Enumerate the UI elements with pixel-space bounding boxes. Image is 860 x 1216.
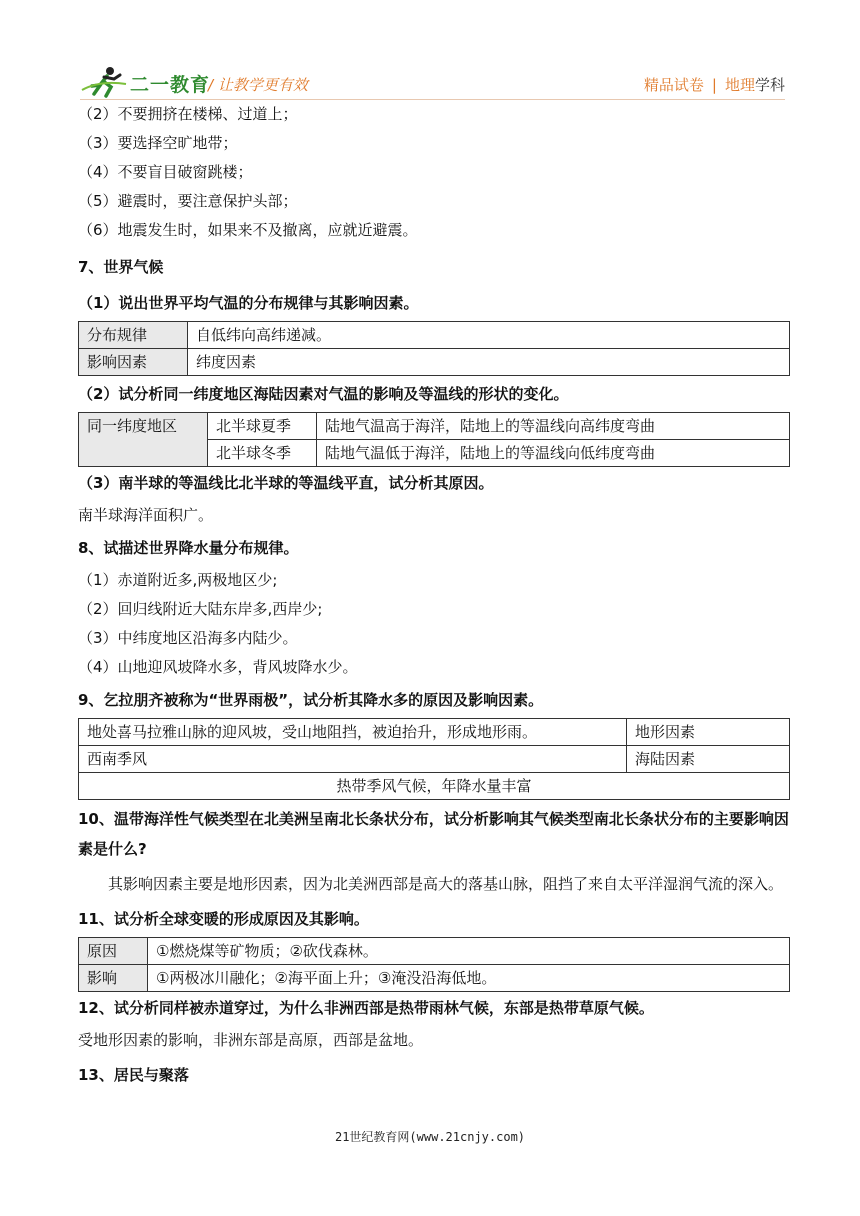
- table-cell: 北半球冬季: [208, 440, 317, 467]
- table-cell: 自低纬向高纬递减。: [188, 322, 790, 349]
- document-body: [78, 100, 790, 1093]
- table-cell: ①两极冰川融化；②海平面上升；③淹没沿海低地。: [148, 965, 790, 992]
- table-row: [79, 938, 790, 965]
- section-heading: 13、居民与聚落: [78, 1066, 189, 1084]
- list-item: （6）地震发生时，如果来不及撤离，应就近避震。: [78, 221, 418, 239]
- table-cell: 海陆因素: [627, 746, 790, 773]
- table-cell: 地形因素: [627, 719, 790, 746]
- header-tag: [644, 74, 785, 95]
- list-item: （1）赤道附近多,两极地区少;: [78, 571, 278, 589]
- brand-name: 二一教育: [130, 74, 211, 96]
- table-cell: 同一纬度地区: [79, 413, 208, 467]
- answer-text: 受地形因素的影响，非洲东部是高原，西部是盆地。: [78, 1031, 424, 1049]
- list-item: （2）回归线附近大陆东岸多,西岸少;: [78, 600, 323, 618]
- answer-text: 其影响因素主要是地形因素，因为北美洲西部是高大的落基山脉，阻挡了来自太平洋湿润气流的深入。: [108, 875, 784, 893]
- list-item: （4）不要盲目破窗跳楼；: [78, 163, 253, 181]
- list-item: （5）避震时，要注意保护头部；: [78, 192, 298, 210]
- answer-text: 南半球海洋面积广。: [78, 506, 214, 524]
- section-heading: 10、温带海洋性气候类型在北美洲呈南北长条状分布，试分析影响其气候类型南北长条状分布的主要影响因素是什么?: [78, 810, 789, 858]
- list-item: （3）中纬度地区沿海多内陆少。: [78, 629, 298, 647]
- list-item: （3）要选择空旷地带；: [78, 134, 238, 152]
- table-cell: 影响: [79, 965, 148, 992]
- table-cell: 影响因素: [79, 349, 188, 376]
- subject-suffix: 学科: [754, 76, 785, 94]
- list-item: （4）山地迎风坡降水多，背风坡降水少。: [78, 658, 358, 676]
- section-heading: 12、试分析同样被赤道穿过，为什么非洲西部是热带雨林气候，东部是热带草原气候。: [78, 999, 654, 1017]
- table-row: [79, 349, 790, 376]
- question-heading: （1）说出世界平均气温的分布规律与其影响因素。: [78, 294, 419, 312]
- table-row: [79, 413, 790, 440]
- table-cell: 原因: [79, 938, 148, 965]
- page-header: [80, 66, 785, 102]
- global-warming-table: [78, 937, 790, 992]
- list-item: （2）不要拥挤在楼梯、过道上；: [78, 105, 298, 123]
- question-heading: （2）试分析同一纬度地区海陆因素对气温的影响及等温线的形状的变化。: [78, 385, 569, 403]
- rain-pole-table: [78, 718, 790, 800]
- section-heading: 9、乞拉朋齐被称为“世界雨极”，试分析其降水多的原因及影响因素。: [78, 691, 544, 709]
- section-heading: 8、试描述世界降水量分布规律。: [78, 539, 299, 557]
- table-cell: 陆地气温高于海洋，陆地上的等温线向高纬度弯曲: [317, 413, 790, 440]
- table-cell: 热带季风气候，年降水量丰富: [79, 773, 790, 800]
- table-row: [79, 322, 790, 349]
- table-cell: 北半球夏季: [208, 413, 317, 440]
- table-row: [79, 965, 790, 992]
- section-heading: 7、世界气候: [78, 258, 164, 276]
- table-cell: 陆地气温低于海洋，陆地上的等温线向低纬度弯曲: [317, 440, 790, 467]
- table-cell: 分布规律: [79, 322, 188, 349]
- section-heading: 11、试分析全球变暖的形成原因及其影响。: [78, 910, 369, 928]
- table-row: [79, 746, 790, 773]
- table-cell: ①燃烧煤等矿物质；②砍伐森林。: [148, 938, 790, 965]
- table-row: [79, 719, 790, 746]
- table-cell: 西南季风: [79, 746, 627, 773]
- runner-logo-icon: [80, 66, 128, 98]
- land-sea-table: [78, 412, 790, 467]
- question-heading: （3）南半球的等温线比北半球的等温线平直，试分析其原因。: [78, 474, 494, 492]
- temperature-table: [78, 321, 790, 376]
- slogan: / 让教学更有效: [208, 76, 308, 94]
- table-row: [79, 773, 790, 800]
- page-footer: 21世纪教育网(www.21cnjy.com): [334, 1130, 526, 1144]
- subject-prefix: 地理: [724, 76, 755, 94]
- table-cell: 地处喜马拉雅山脉的迎风坡，受山地阻挡，被迫抬升，形成地形雨。: [79, 719, 627, 746]
- product-label: 精品试卷: [643, 76, 704, 94]
- table-cell: 纬度因素: [188, 349, 790, 376]
- header-separator: |: [711, 76, 717, 94]
